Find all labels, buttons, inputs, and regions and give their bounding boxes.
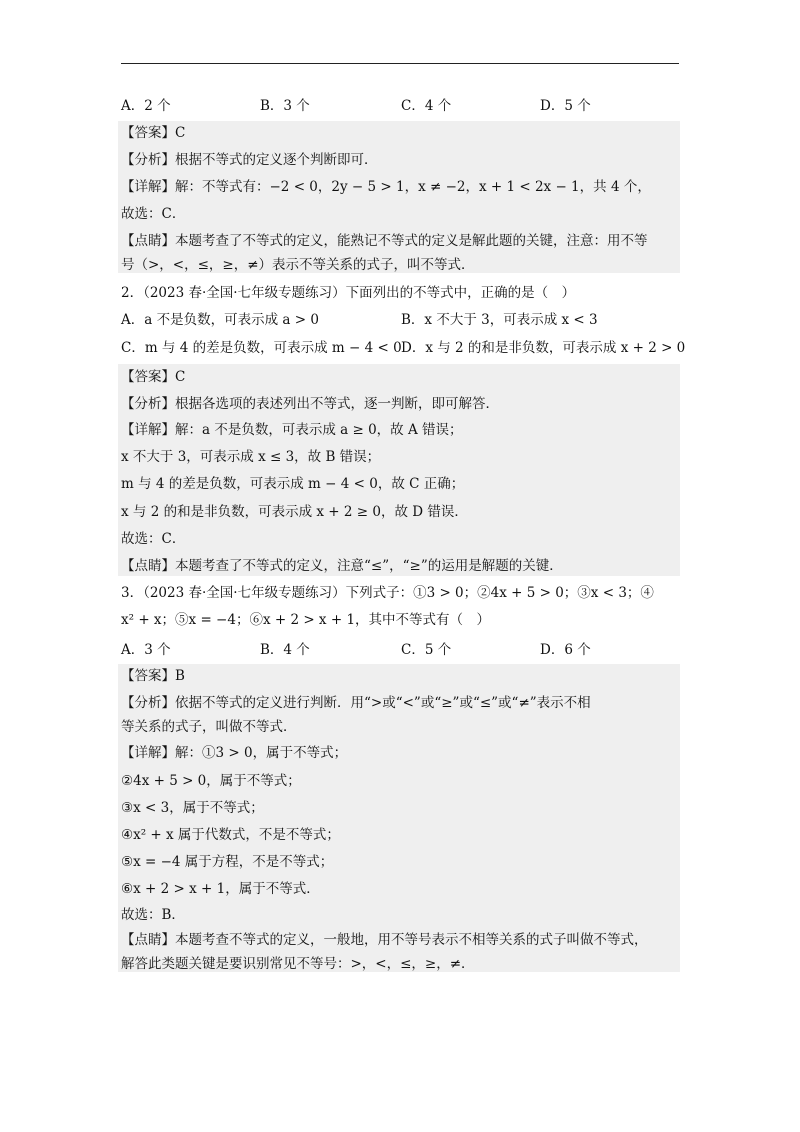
q3-answer: 【答案】B <box>121 668 185 684</box>
q2-option-a: A．a 不是负数，可表示成 a > 0 <box>121 312 319 328</box>
q3-option-d: D．6 个 <box>540 642 591 658</box>
q3-option-c: C．5 个 <box>401 642 452 658</box>
q1-comment-line1: 【点睛】本题考查了不等式的定义，能熟记不等式的定义是解此题的关键，注意：用不等 <box>121 233 648 249</box>
q3-conclusion: 故选：B． <box>121 907 185 923</box>
q2-detail-line2: x 不大于 3，可表示成 x ≤ 3，故 B 错误； <box>121 449 381 465</box>
q2-detail-line4: x 与 2 的和是非负数，可表示成 x + 2 ≥ 0，故 D 错误． <box>121 504 468 520</box>
q3-stem-line2: x² + x；⑤x = −4；⑥x + 2 > x + 1，其中不等式有（ ） <box>121 612 491 628</box>
q2-conclusion: 故选：C． <box>121 531 186 547</box>
q2-option-c: C．m 与 4 的差是负数，可表示成 m − 4 < 0 <box>121 340 402 356</box>
q1-analysis: 【分析】根据不等式的定义逐个判断即可． <box>121 152 378 168</box>
q3-option-b: B．4 个 <box>260 642 310 658</box>
q3-option-a: A．3 个 <box>121 642 171 658</box>
q1-option-a: A．2 个 <box>121 98 171 114</box>
q1-option-d: D．5 个 <box>540 98 591 114</box>
q2-answer: 【答案】C <box>121 369 186 385</box>
q2-detail-line3: m 与 4 的差是负数，可表示成 m − 4 < 0，故 C 正确； <box>121 476 465 492</box>
q2-comment: 【点睛】本题考查了不等式的定义，注意“≤”，“≥”的运用是解题的关键． <box>121 558 563 574</box>
q3-stem-line1: 3．（2023 春·全国·七年级专题练习）下列式子：①3 > 0；②4x + 5 > 0；③x < 3；④ <box>121 585 654 601</box>
q3-detail-line6: ⑥x + 2 > x + 1，属于不等式． <box>121 881 320 897</box>
q1-detail: 【详解】解：不等式有：−2 < 0，2y − 5 > 1，x ≠ −2，x + 1 < 2x − 1，共 4 个， <box>121 179 651 195</box>
header-rule <box>121 63 679 64</box>
q2-analysis: 【分析】根据各选项的表述列出不等式，逐一判断，即可解答． <box>121 396 499 412</box>
q3-comment-line1: 【点睛】本题考查不等式的定义，一般地，用不等号表示不相等关系的式子叫做不等式， <box>121 932 648 948</box>
q1-option-b: B．3 个 <box>260 98 310 114</box>
q3-detail-line4: ④x² + x 属于代数式，不是不等式； <box>121 827 340 843</box>
q3-analysis-line2: 等关系的式子，叫做不等式． <box>121 719 297 735</box>
q1-solution-box <box>118 121 680 273</box>
q1-conclusion: 故选：C． <box>121 206 186 222</box>
q2-stem: 2．（2023 春·全国·七年级专题练习）下面列出的不等式中，正确的是（ ） <box>121 285 576 301</box>
q3-detail-line2: ②4x + 5 > 0，属于不等式； <box>121 773 301 789</box>
q1-comment-line2: 号（>，<，≤，≥，≠）表示不等关系的式子，叫不等式． <box>121 257 475 273</box>
q1-option-c: C．4 个 <box>401 98 452 114</box>
q3-analysis-line1: 【分析】依据不等式的定义进行判断．用“>或“<”或“≥”或“≤”或“≠”表示不相 <box>121 695 591 711</box>
q3-comment-line2: 解答此类题关键是要识别常见不等号：>，<，≤，≥，≠． <box>121 956 475 972</box>
q2-option-d: D．x 与 2 的和是非负数，可表示成 x + 2 > 0 <box>401 340 686 356</box>
q3-detail-line5: ⑤x = −4 属于方程，不是不等式； <box>121 854 334 870</box>
q2-detail-line1: 【详解】解：a 不是负数，可表示成 a ≥ 0，故 A 错误； <box>121 422 463 438</box>
q1-answer: 【答案】C <box>121 125 186 141</box>
q2-option-b: B．x 不大于 3，可表示成 x < 3 <box>401 312 598 328</box>
q3-detail-line1: 【详解】解：①3 > 0，属于不等式； <box>121 745 348 761</box>
q3-detail-line3: ③x < 3，属于不等式； <box>121 800 264 816</box>
